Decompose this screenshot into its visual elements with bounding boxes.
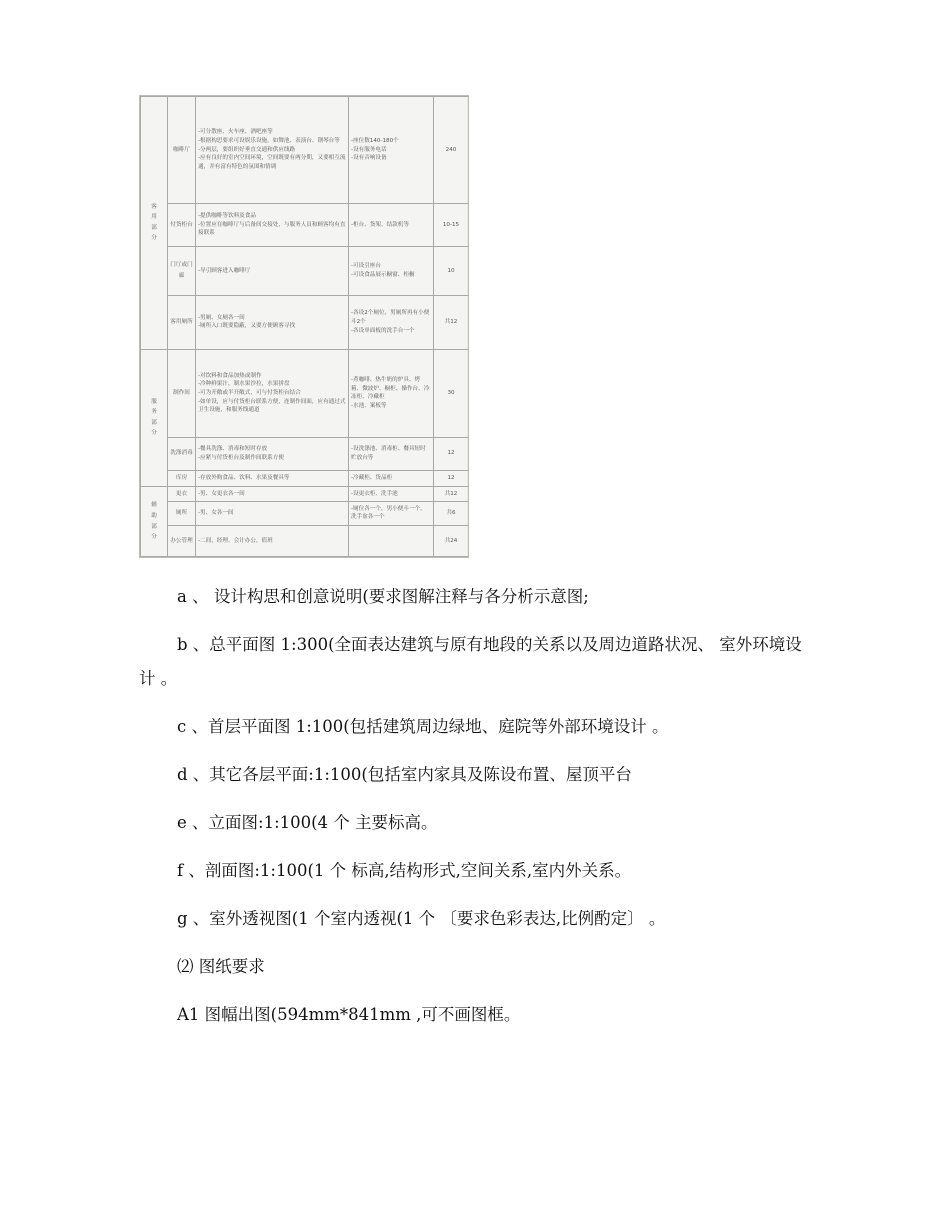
requirements-cell: -提供咖啡等饮料及食品 -位置应在咖啡厅与后备间交接处，与服务人员和顾客均有直接联系 xyxy=(196,203,349,246)
facilities-cell xyxy=(349,526,434,557)
table-row xyxy=(141,349,469,437)
requirements-cell: -男、女各一间 xyxy=(196,501,349,526)
space-cell: 客用厕所 xyxy=(168,296,196,349)
area-cell: 10-15 xyxy=(434,203,469,246)
area-cell: 240 xyxy=(434,97,469,204)
area-cell: 12 xyxy=(434,437,469,470)
category-cell xyxy=(141,97,168,350)
item-a: a 、 设计构思和创意说明(要求图解注释与各分析示意图; xyxy=(177,587,589,606)
item-d: d 、其它各层平面:1:100(包括室内家具及陈设布置、屋顶平台 xyxy=(177,765,632,784)
table-row xyxy=(141,437,469,470)
table-row xyxy=(141,203,469,246)
category-label: 辅助部分 xyxy=(151,502,157,541)
requirements-cell: -餐具洗涤、消毒和短时存放 -应紧与付货柜台及制作间联系方便 xyxy=(196,437,349,470)
table-row xyxy=(141,487,469,501)
requirements-cell: -可分散座、火车座、酒吧座等 -根据构思要求可设娱乐设施，如舞池、表演台、钢琴台等 -分两层，要组织好垂直交通和供应线路 -应有良好的室内空间环境，空间既要有两分期，又要相互流通，并有富有特色的氛围和情调 xyxy=(196,97,349,204)
category-cell xyxy=(141,349,168,487)
requirements-cell: -二间，经理、会计办公，值班 xyxy=(196,526,349,557)
facilities-cell: -座位数140-180个 -设有服务电话 -设有音响设备 xyxy=(349,97,434,204)
table-row xyxy=(141,501,469,526)
item-g: g 、室外透视图(1 个室内透视(1 个 〔要求色彩表达,比例酌定〕 。 xyxy=(177,909,666,928)
item-c: c 、首层平面图 1:100(包括建筑周边绿地、庭院等外部环境设计 。 xyxy=(177,717,669,736)
section-heading: ⑵ 图纸要求 xyxy=(177,957,265,976)
item-b: b 、总平面图 1:300(全面表达建筑与原有地段的关系以及周边道路状况、 室外环境设 计 。 xyxy=(139,635,802,688)
facilities-cell: -各设2个厕位，男厕所再有小便斗2个 -各设单面板的洗手台一个 xyxy=(349,296,434,349)
scanned-table-image xyxy=(139,95,469,558)
item-e: e 、立面图:1:100(4 个 主要标高。 xyxy=(177,813,438,832)
program-table xyxy=(140,96,469,557)
area-cell: 10 xyxy=(434,246,469,295)
space-cell: 更衣 xyxy=(168,487,196,501)
space-cell: 办公管理 xyxy=(168,526,196,557)
space-cell: 咖啡厅 xyxy=(168,97,196,204)
facilities-cell: -冷藏柜、货品柜 xyxy=(349,470,434,486)
space-cell: 门厅或门廊 xyxy=(168,246,196,295)
facilities-cell: -柜台、货架、结款机等 xyxy=(349,203,434,246)
facilities-cell: -设更衣柜、洗手池 xyxy=(349,487,434,501)
area-cell: 12 xyxy=(434,470,469,486)
category-label: 客用部分 xyxy=(151,203,157,242)
table-row xyxy=(141,470,469,486)
area-cell: 共6 xyxy=(434,501,469,526)
facilities-cell: -设洗涤池、消毒柜、餐具短时贮放台等 xyxy=(349,437,434,470)
area-cell: 共24 xyxy=(434,526,469,557)
requirements-cell: -男厕、女厕各一间 -厕所入口既要隐蔽，又要方便顾客寻找 xyxy=(196,296,349,349)
category-cell xyxy=(141,487,168,557)
table-row xyxy=(141,246,469,295)
space-cell: 洗涤消毒 xyxy=(168,437,196,470)
requirements-cell: -存放外购食品、饮料、水果及餐具等 xyxy=(196,470,349,486)
space-cell: 库房 xyxy=(168,470,196,486)
space-cell: 付货柜台 xyxy=(168,203,196,246)
drawing-list xyxy=(139,580,819,1032)
table-row xyxy=(141,526,469,557)
table-row xyxy=(141,296,469,349)
requirements-cell: -对饮料和食品加热或制作 -冷种鲜果汁，制水果沙拉，水果拼盘 -可为开敞或半开敞式，可与付货柜台结合 -如单设，应与付货柜台联系方便，连制作间面，应有通过式卫生设施，和服务线通道 xyxy=(196,349,349,437)
item-f: f 、剖面图:1:100(1 个 标高,结构形式,空间关系,室内外关系。 xyxy=(177,861,632,880)
requirements-cell: -导引顾客进入咖啡厅 xyxy=(196,246,349,295)
requirements-cell: -男、女更衣各一间 xyxy=(196,487,349,501)
facilities-cell: -可设引座台 -可设食品展示橱窗、柜橱 xyxy=(349,246,434,295)
facilities-cell: -厕位各一个，男小便斗一个，洗手盆各一个 xyxy=(349,501,434,526)
paper-requirement: A1 图幅出图(594mm*841mm ,可不画图框。 xyxy=(177,1005,521,1024)
area-cell: 30 xyxy=(434,349,469,437)
table-row xyxy=(141,97,469,204)
space-cell: 制作间 xyxy=(168,349,196,437)
category-label: 服务部分 xyxy=(151,398,157,437)
area-cell: 共12 xyxy=(434,296,469,349)
facilities-cell: -煮咖啡、热牛奶的炉具、烤箱、微波炉、橱柜、操作台、冷冻柜、冷藏柜 -水池、案板等 xyxy=(349,349,434,437)
area-cell: 共12 xyxy=(434,487,469,501)
space-cell: 厕所 xyxy=(168,501,196,526)
